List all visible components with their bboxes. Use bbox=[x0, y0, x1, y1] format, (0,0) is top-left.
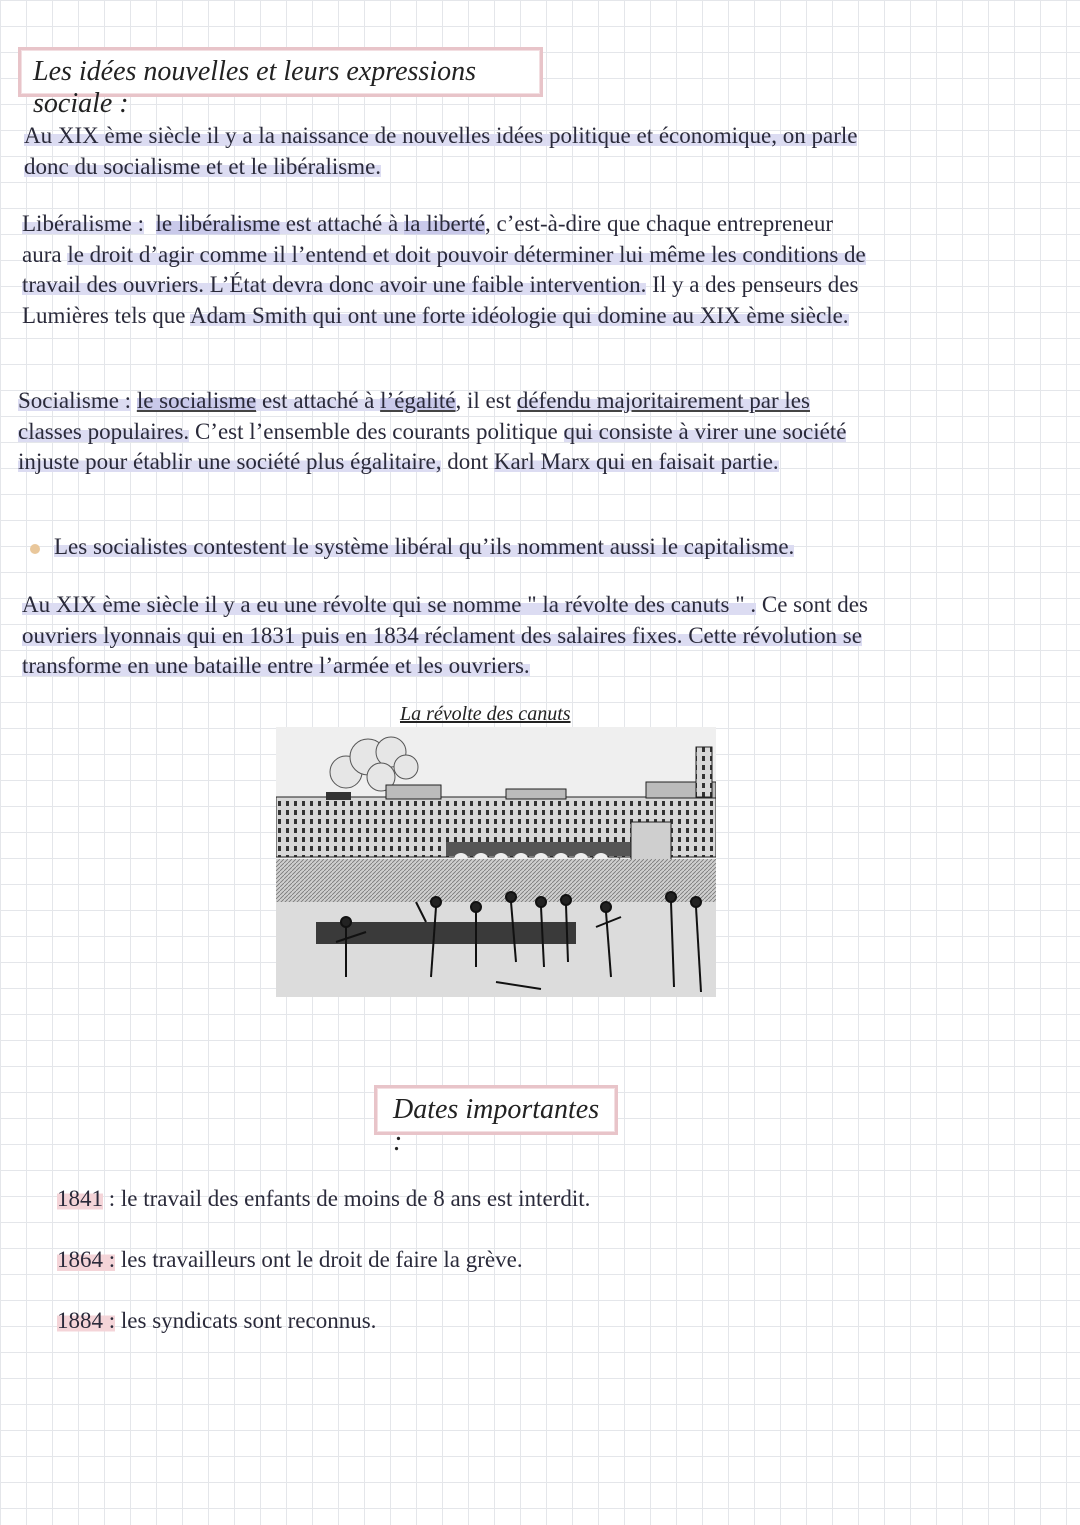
text-span: Cette révolution se bbox=[682, 622, 862, 648]
intro-line-1: Au XIX ème siècle il y a la naissance de nouvelles idées politique et économique, on parle bbox=[24, 123, 858, 148]
text-span: qui consiste à virer une société bbox=[563, 418, 847, 444]
text-span: , il est bbox=[455, 388, 517, 413]
bullet-text: Les socialistes contestent le système libéral qu’ils nomment aussi le capitalisme. bbox=[54, 534, 795, 559]
intro-paragraph bbox=[24, 121, 857, 182]
text-span: est attaché à bbox=[280, 211, 404, 236]
text-span: travail des ouvriers. L’État devra donc avoir une faible intervention. bbox=[22, 272, 647, 297]
dates-title: Dates importantes : bbox=[374, 1085, 618, 1135]
text-span: Il y a des penseurs des bbox=[646, 272, 859, 297]
date-item-1841 bbox=[57, 1186, 590, 1212]
text-span: C’est l’ensemble des courants politique bbox=[189, 418, 564, 444]
canuts-engraving-image bbox=[276, 727, 716, 997]
text-span: le droit d’agir comme il l’entend et doit pouvoir déterminer lui même les conditions de bbox=[67, 241, 866, 267]
figure-caption: La révolte des canuts bbox=[400, 703, 571, 725]
liberalisme-label: Libéralisme : bbox=[22, 211, 144, 236]
date-year: 1884 : bbox=[57, 1308, 116, 1333]
text-span: Karl Marx qui en faisait partie. bbox=[493, 449, 779, 474]
text-span: classes populaires. bbox=[18, 418, 190, 444]
text-span: dont bbox=[441, 449, 494, 474]
date-text: : le travail des enfants de moins de 8 ans est interdit. bbox=[103, 1186, 591, 1211]
liberalisme-paragraph bbox=[22, 209, 866, 331]
text-span: , c’est-à-dire que chaque entrepreneur bbox=[485, 211, 834, 236]
text-span: défendu majoritairement par les bbox=[516, 388, 810, 413]
section-title: Les idées nouvelles et leurs expressions sociale : bbox=[18, 47, 543, 97]
engraving-illustration bbox=[276, 727, 716, 997]
date-year: 1841 bbox=[57, 1186, 103, 1211]
text-span: Au XIX ème siècle il y a eu une révolte qui se nomme " la révolte des canuts " . bbox=[22, 592, 757, 617]
date-year: 1864 : bbox=[57, 1247, 116, 1272]
bullet-dot-icon bbox=[30, 544, 40, 554]
liberalisme-term: le libéralisme bbox=[155, 211, 281, 236]
text-span: ouvriers lyonnais qui en 1831 puis en 1834 réclament des salaires fixes. bbox=[22, 622, 683, 648]
text-span: Ce sont des bbox=[756, 592, 868, 617]
text-span: Adam Smith qui ont une forte idéologie qui domine au XIX ème siècle. bbox=[190, 302, 849, 328]
text-span: injuste pour établir une société plus égalitaire, bbox=[18, 449, 442, 474]
text-span: est attaché à bbox=[256, 388, 381, 413]
socialisme-term: le socialisme bbox=[136, 388, 257, 413]
bullet-item bbox=[30, 532, 794, 563]
socialisme-paragraph bbox=[18, 386, 846, 478]
text-span: aura bbox=[22, 241, 68, 267]
date-text: les travailleurs ont le droit de faire la grève. bbox=[115, 1247, 523, 1272]
text-span: transforme en une bataille entre l’armée et les ouvriers. bbox=[22, 653, 530, 678]
text-span: Lumières tels que bbox=[22, 302, 190, 328]
liberte-term: la liberté bbox=[403, 211, 486, 236]
egalite-term: l’égalité bbox=[380, 388, 456, 413]
socialisme-label: Socialisme : bbox=[18, 388, 132, 413]
canuts-paragraph bbox=[22, 590, 868, 682]
date-item-1864 bbox=[57, 1247, 523, 1273]
date-text: les syndicats sont reconnus. bbox=[115, 1308, 377, 1333]
intro-line-2: donc du socialisme et et le libéralisme. bbox=[24, 153, 382, 179]
date-item-1884 bbox=[57, 1308, 376, 1334]
